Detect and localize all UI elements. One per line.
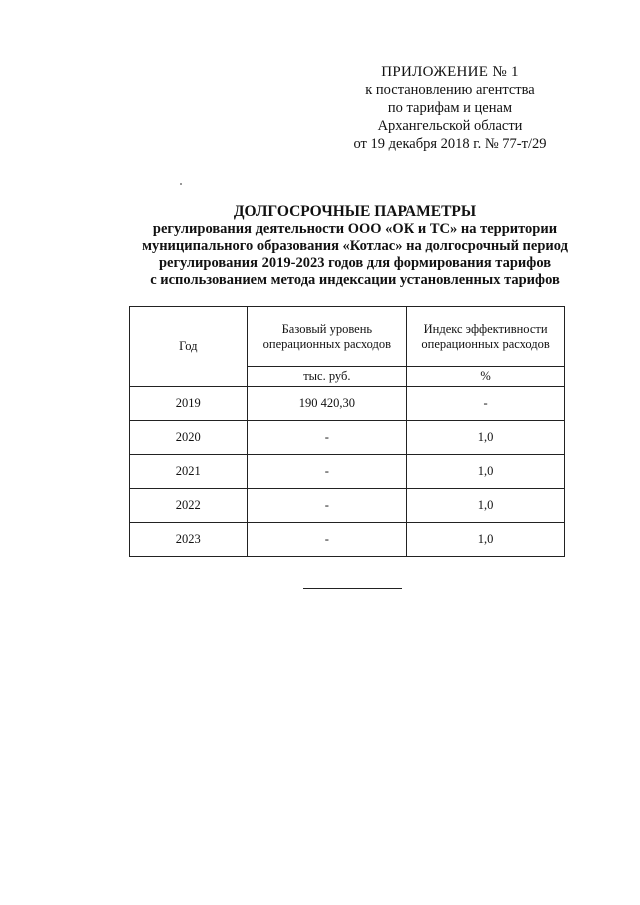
- appendix-date-line: от 19 декабря 2018 г. № 77-т/29: [353, 136, 547, 152]
- title-line: муниципального образования «Котлас» на долгосрочный период: [142, 238, 568, 254]
- parameters-table: [129, 306, 565, 557]
- appendix-line: к постановлению агентства: [365, 82, 535, 98]
- header-year: Год: [130, 307, 248, 387]
- header-base-line: операционных расходов: [262, 336, 392, 351]
- cell-year: 2022: [130, 489, 248, 523]
- cell-base: -: [247, 489, 407, 523]
- title-line: регулирования деятельности ООО «ОК и ТС» на территории: [152, 221, 558, 237]
- header-index-line: операционных расходов: [421, 336, 550, 351]
- cell-index: 1,0: [407, 421, 565, 455]
- cell-base: -: [247, 455, 407, 489]
- appendix-heading: ПРИЛОЖЕНИЕ № 1: [381, 64, 519, 80]
- table-row: [130, 523, 565, 557]
- cell-year: 2019: [130, 387, 248, 421]
- cell-year: 2023: [130, 523, 248, 557]
- cell-year: 2021: [130, 455, 248, 489]
- cell-index: 1,0: [407, 489, 565, 523]
- cell-index: 1,0: [407, 523, 565, 557]
- table-row: [130, 421, 565, 455]
- header-index-line: Индекс эффективности: [423, 321, 548, 336]
- document-title: [110, 203, 600, 289]
- scan-speck: [180, 183, 182, 185]
- title-line: с использованием метода индексации установленных тарифов: [150, 272, 560, 288]
- header-efficiency-index: [407, 307, 565, 367]
- cell-year: 2020: [130, 421, 248, 455]
- header-base-line: Базовый уровень: [281, 321, 373, 336]
- title-line: регулирования 2019-2023 годов для формирования тарифов: [158, 255, 552, 271]
- cell-base: -: [247, 421, 407, 455]
- appendix-line: Архангельской области: [377, 118, 523, 134]
- appendix-line: по тарифам и ценам: [387, 100, 513, 116]
- header-base-level: [247, 307, 407, 367]
- appendix-block: [340, 63, 560, 153]
- unit-index: %: [407, 367, 565, 387]
- table-header-row: [130, 307, 565, 367]
- cell-index: -: [407, 387, 565, 421]
- cell-base: -: [247, 523, 407, 557]
- table-row: [130, 387, 565, 421]
- title-main: ДОЛГОСРОЧНЫЕ ПАРАМЕТРЫ: [233, 203, 477, 220]
- cell-base: 190 420,30: [247, 387, 407, 421]
- table-row: [130, 455, 565, 489]
- cell-index: 1,0: [407, 455, 565, 489]
- closing-divider: [303, 588, 402, 589]
- unit-base: тыс. руб.: [247, 367, 407, 387]
- table-row: [130, 489, 565, 523]
